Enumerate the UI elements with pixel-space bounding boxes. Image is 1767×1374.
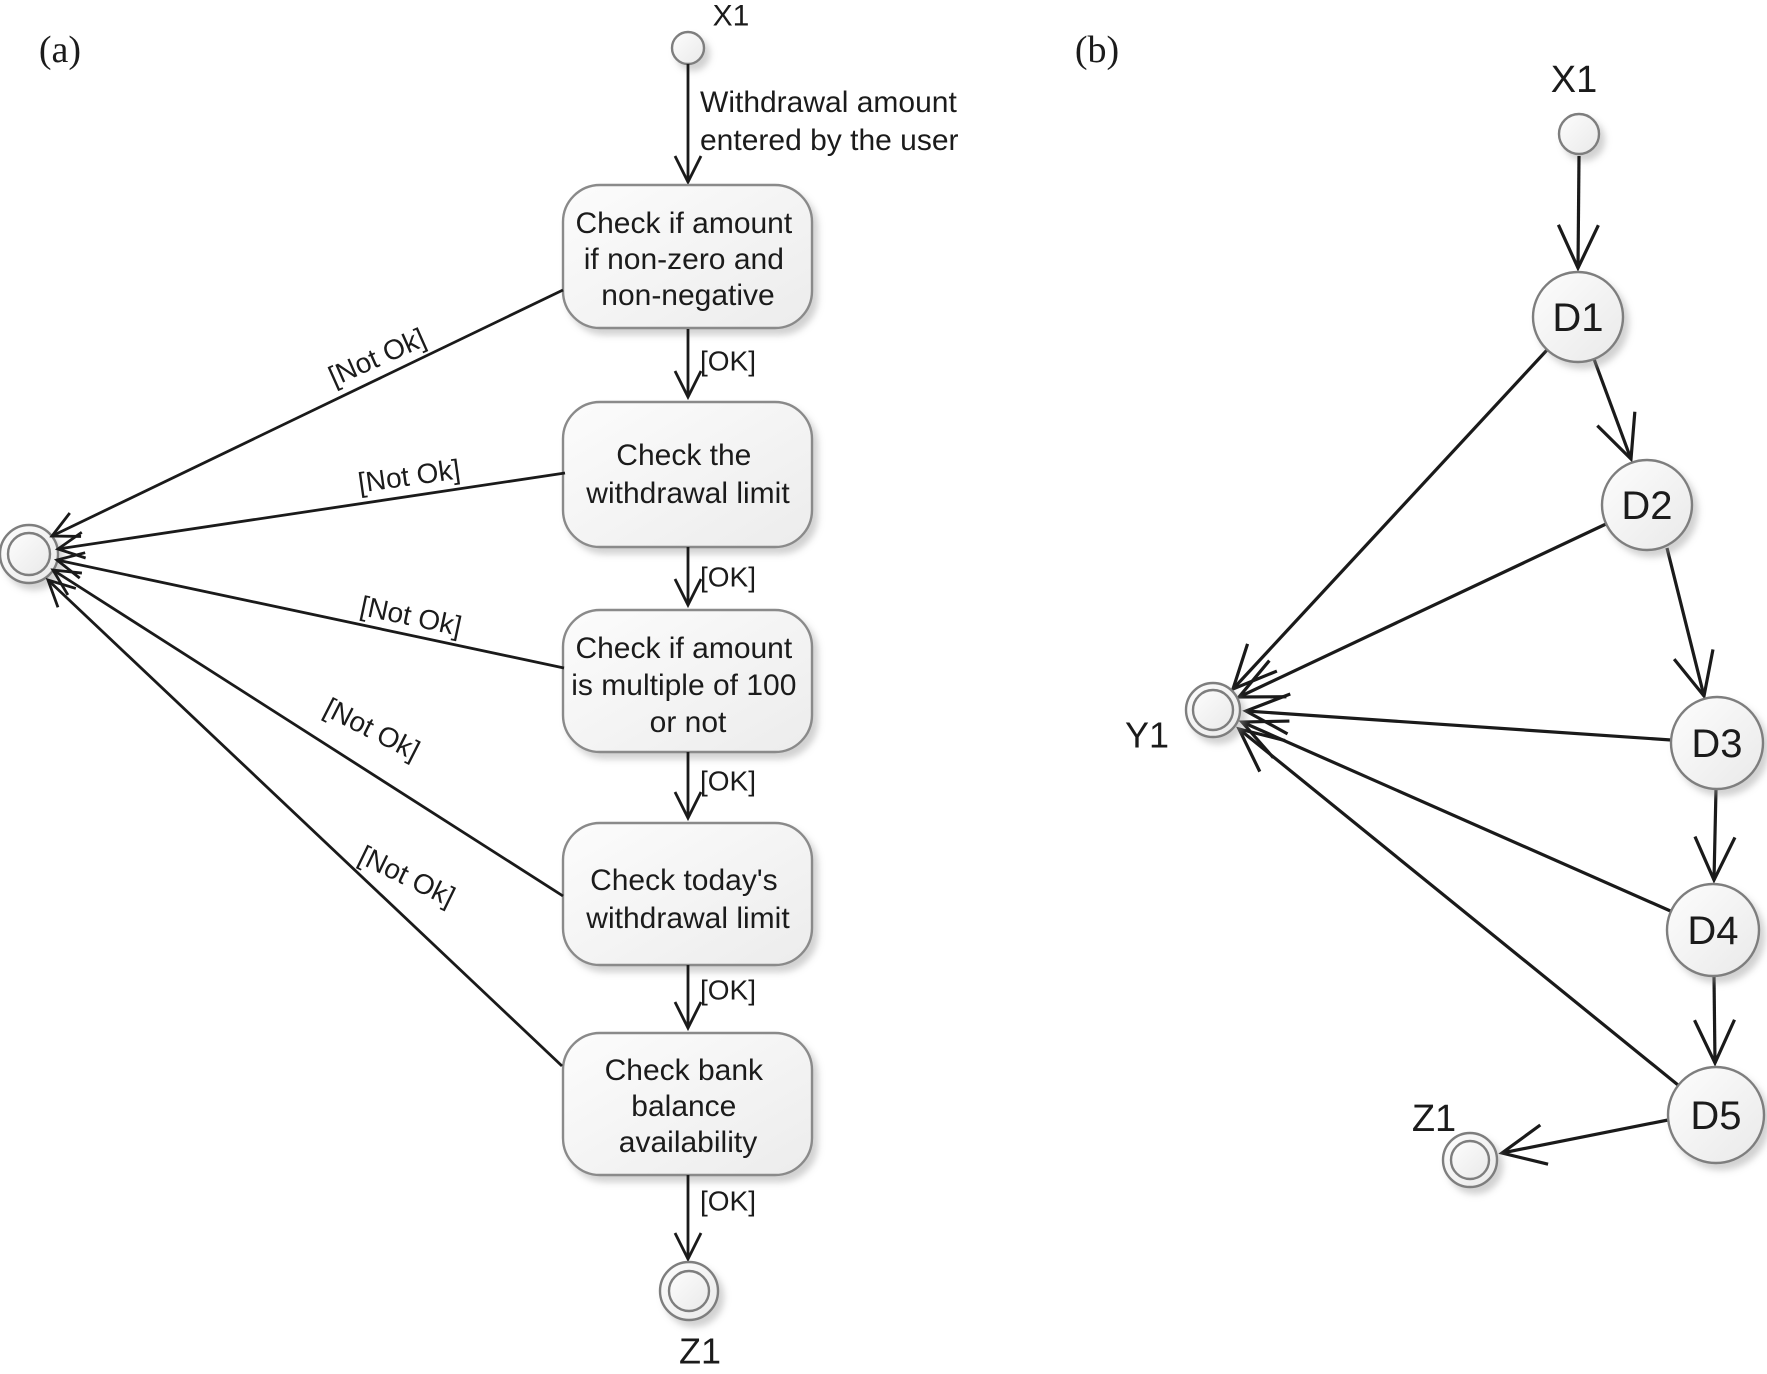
final-node-b bbox=[1443, 1133, 1497, 1187]
edge-d2-to-d3 bbox=[1667, 548, 1704, 696]
not-ok-label-5: [Not Ok] bbox=[354, 839, 460, 913]
edge-d4-to-y1 bbox=[1242, 722, 1675, 913]
not-ok-label-2: [Not Ok] bbox=[355, 453, 463, 499]
fail-node-b bbox=[1186, 683, 1240, 737]
error-final-node-a bbox=[0, 525, 58, 583]
activity-box-4-text: Check today's withdrawal limit bbox=[586, 863, 790, 935]
activity-box-2 bbox=[563, 402, 812, 547]
activity-box-4 bbox=[563, 823, 812, 965]
edge-d3-to-y1 bbox=[1246, 711, 1671, 740]
ok-label-1: [OK] bbox=[700, 345, 757, 377]
activity-box-5 bbox=[563, 1033, 812, 1175]
start-node-label-b: X1 bbox=[1550, 59, 1598, 101]
start-node-b bbox=[1559, 114, 1599, 154]
edge-d5-to-z1 bbox=[1502, 1120, 1668, 1153]
panel-b bbox=[1075, 29, 1764, 1187]
decision-node-d1-label: D1 bbox=[1552, 296, 1604, 340]
edge-x1-to-d1 bbox=[1578, 156, 1579, 268]
activity-box-1-text: Check if amount if non-zero and non-negative bbox=[575, 206, 793, 312]
edge-d5-to-y1 bbox=[1239, 729, 1678, 1085]
decision-node-d3-label: D3 bbox=[1691, 722, 1743, 766]
final-node-label-b: Z1 bbox=[1411, 1098, 1457, 1140]
final-node-label-a: Z1 bbox=[678, 1330, 722, 1372]
edge-d2-to-y1 bbox=[1239, 524, 1606, 697]
not-ok-label-4: [Not Ok] bbox=[319, 691, 425, 767]
fail-node-label-b: Y1 bbox=[1124, 714, 1170, 756]
entry-edge-label-line-1: Withdrawal amount bbox=[700, 85, 957, 119]
edge-d3-to-d4 bbox=[1714, 789, 1716, 880]
entry-edge-label-line-2: entered by the user bbox=[700, 123, 959, 157]
activity-box-1 bbox=[563, 185, 812, 328]
not-ok-label-3: [Not Ok] bbox=[357, 590, 465, 642]
edge-activity-2-to-error bbox=[58, 473, 565, 549]
activity-box-2-text: Check the withdrawal limit bbox=[586, 438, 790, 510]
edge-activity-3-to-error bbox=[57, 560, 564, 668]
panel-b-label: (b) bbox=[1074, 29, 1120, 71]
decision-node-d1 bbox=[1533, 272, 1623, 362]
decision-node-d5 bbox=[1668, 1067, 1764, 1163]
ok-label-4: [OK] bbox=[700, 974, 757, 1006]
entry-edge-label bbox=[700, 86, 965, 157]
panel-a-label: (a) bbox=[38, 29, 82, 71]
edge-d1-to-d2 bbox=[1594, 359, 1631, 459]
edge-d4-to-d5 bbox=[1714, 976, 1715, 1063]
decision-node-d4-label: D4 bbox=[1687, 909, 1739, 953]
start-node-a bbox=[672, 32, 704, 64]
ok-label-5: [OK] bbox=[700, 1185, 757, 1217]
activity-box-3 bbox=[563, 610, 812, 752]
edge-activity-5-to-error bbox=[48, 580, 562, 1066]
decision-node-d4 bbox=[1667, 884, 1759, 976]
decision-node-d5-label: D5 bbox=[1690, 1094, 1742, 1138]
activity-box-5-text: Check bank balance availability bbox=[604, 1053, 764, 1159]
start-node-label-a: X1 bbox=[712, 0, 750, 33]
decision-node-d3 bbox=[1671, 697, 1763, 789]
edge-activity-4-to-error bbox=[53, 570, 563, 896]
ok-label-2: [OK] bbox=[700, 561, 757, 593]
edge-activity-1-to-error bbox=[52, 290, 563, 536]
edge-d1-to-y1 bbox=[1233, 350, 1547, 689]
final-node-a bbox=[660, 1262, 718, 1320]
decision-node-d2-label: D2 bbox=[1621, 484, 1673, 528]
decision-node-d2 bbox=[1602, 460, 1692, 550]
activity-box-3-text: Check if amount is multiple of 100 or not bbox=[571, 631, 797, 739]
ok-label-3: [OK] bbox=[700, 765, 757, 797]
not-ok-label-1: [Not Ok] bbox=[323, 321, 431, 393]
